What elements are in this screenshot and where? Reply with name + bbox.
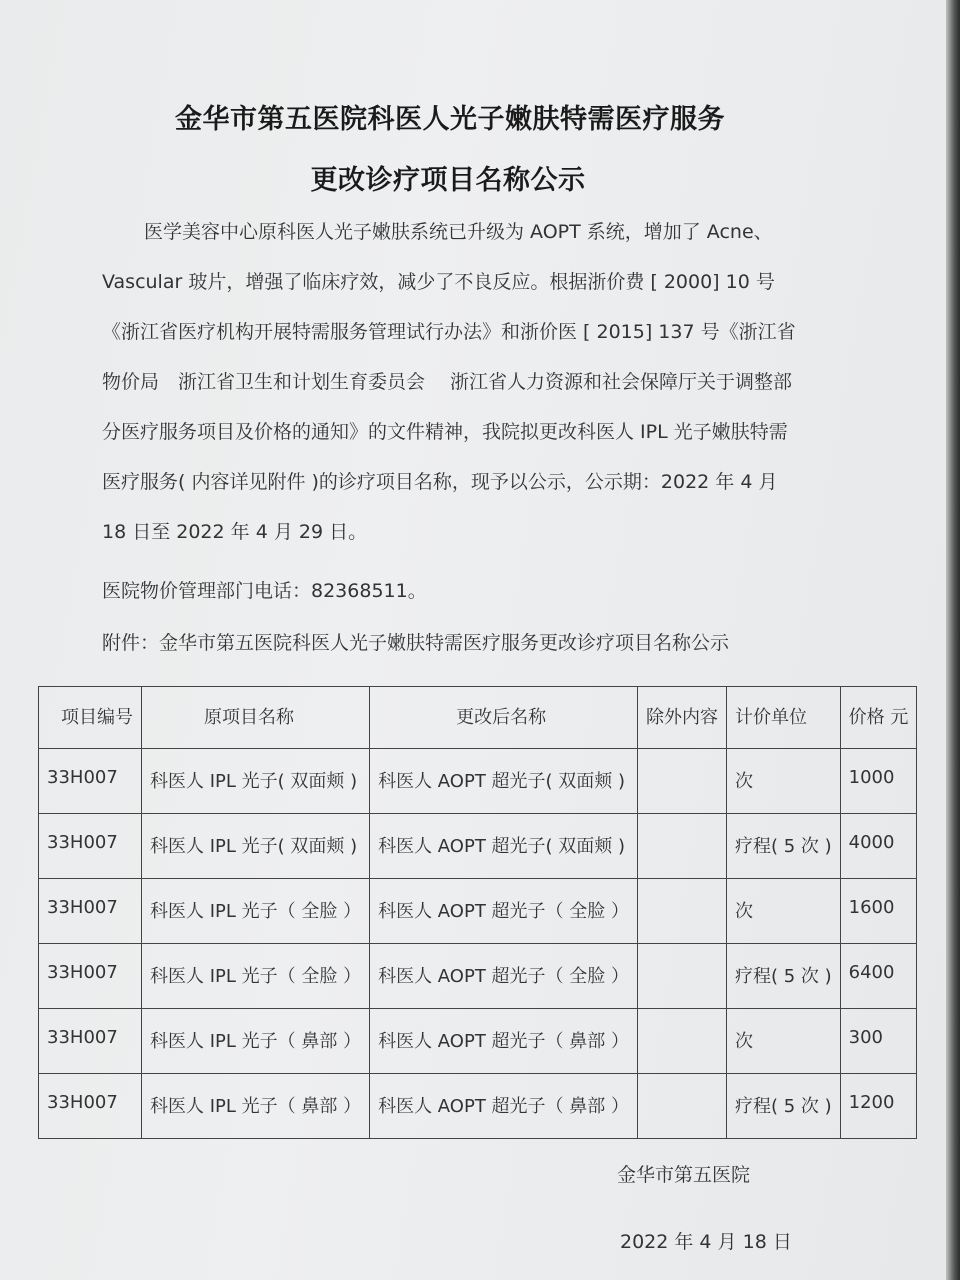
cell-price: 300: [840, 1009, 917, 1074]
table-row: [39, 749, 917, 814]
cell-original-name: 科医人 IPL 光子（ 全脸 ）: [142, 944, 370, 1009]
cell-excluded: [637, 814, 726, 879]
cell-renamed-name: 科医人 AOPT 超光子（ 全脸 ）: [370, 944, 638, 1009]
cell-excluded: [637, 879, 726, 944]
cell-code: 33H007: [39, 1009, 142, 1074]
attachment-line: 附件：金华市第五医院科医人光子嫩肤特需医疗服务更改诊疗项目名称公示: [102, 632, 730, 654]
cell-price: 1000: [840, 749, 917, 814]
document-title-line2: 更改诊疗项目名称公示: [310, 165, 586, 196]
phone-line: 医院物价管理部门电话：82368511。: [102, 580, 427, 602]
cell-code: 33H007: [39, 814, 142, 879]
cell-price: 6400: [840, 944, 917, 1009]
cell-excluded: [637, 1009, 726, 1074]
table-header-row: [39, 687, 917, 749]
cell-unit: 次: [726, 879, 840, 944]
cell-price: 1200: [840, 1074, 917, 1139]
header-unit: 计价单位: [726, 687, 840, 749]
table-row: [39, 1009, 917, 1074]
table-row: [39, 879, 917, 944]
cell-code: 33H007: [39, 1074, 142, 1139]
header-excluded: 除外内容: [637, 687, 726, 749]
cell-unit: 疗程( 5 次 ): [726, 1074, 840, 1139]
fee-table: [38, 686, 917, 1139]
cell-unit: 疗程( 5 次 ): [726, 814, 840, 879]
cell-renamed-name: 科医人 AOPT 超光子（ 全脸 ）: [370, 879, 638, 944]
signature-date: 2022 年 4 月 18 日: [620, 1231, 792, 1253]
cell-code: 33H007: [39, 879, 142, 944]
header-original-name: 原项目名称: [142, 687, 370, 749]
header-code: 项目编号: [39, 687, 142, 749]
header-price: 价格 元: [840, 687, 917, 749]
cell-renamed-name: 科医人 AOPT 超光子( 双面颊 ): [370, 814, 638, 879]
cell-excluded: [637, 749, 726, 814]
cell-unit: 次: [726, 749, 840, 814]
table-row: [39, 1074, 917, 1139]
paper-edge: [946, 0, 960, 1280]
cell-excluded: [637, 1074, 726, 1139]
cell-unit: 次: [726, 1009, 840, 1074]
table-row: [39, 944, 917, 1009]
cell-renamed-name: 科医人 AOPT 超光子（ 鼻部 ）: [370, 1074, 638, 1139]
table-row: [39, 814, 917, 879]
document-title-line1: 金华市第五医院科医人光子嫩肤特需医疗服务: [175, 104, 725, 135]
cell-code: 33H007: [39, 944, 142, 1009]
cell-renamed-name: 科医人 AOPT 超光子（ 鼻部 ）: [370, 1009, 638, 1074]
cell-original-name: 科医人 IPL 光子（ 鼻部 ）: [142, 1009, 370, 1074]
cell-original-name: 科医人 IPL 光子（ 鼻部 ）: [142, 1074, 370, 1139]
cell-original-name: 科医人 IPL 光子( 双面颊 ): [142, 814, 370, 879]
body-paragraph: 医学美容中心原科医人光子嫩肤系统已升级为 AOPT 系统，增加了 Acne、Vascular 玻片，增强了临床疗效，减少了不良反应。根据浙价费 [ 2000] 10 号《浙江省医疗机构开展特需服务管理试行办法》和浙价医 [ 2015] 137 号《浙江省物价局 浙江省卫生和计划生育委员会 浙江省人力资源和社会保障厅关于调整部分医疗服务项目及价格的通知》的文件精神，我院拟更改科医人 IPL 光子嫩肤特需医疗服务( 内容详见附件 )的诊疗项目名称，现予以公示，公示期：2022 年 4 月 18 日至 2022 年 4 月 29 日。: [102, 221, 796, 543]
cell-original-name: 科医人 IPL 光子（ 全脸 ）: [142, 879, 370, 944]
cell-unit: 疗程( 5 次 ): [726, 944, 840, 1009]
cell-code: 33H007: [39, 749, 142, 814]
cell-excluded: [637, 944, 726, 1009]
cell-renamed-name: 科医人 AOPT 超光子( 双面颊 ): [370, 749, 638, 814]
cell-original-name: 科医人 IPL 光子( 双面颊 ): [142, 749, 370, 814]
signature-organization: 金华市第五医院: [617, 1164, 751, 1186]
cell-price: 4000: [840, 814, 917, 879]
cell-price: 1600: [840, 879, 917, 944]
header-renamed-name: 更改后名称: [370, 687, 638, 749]
